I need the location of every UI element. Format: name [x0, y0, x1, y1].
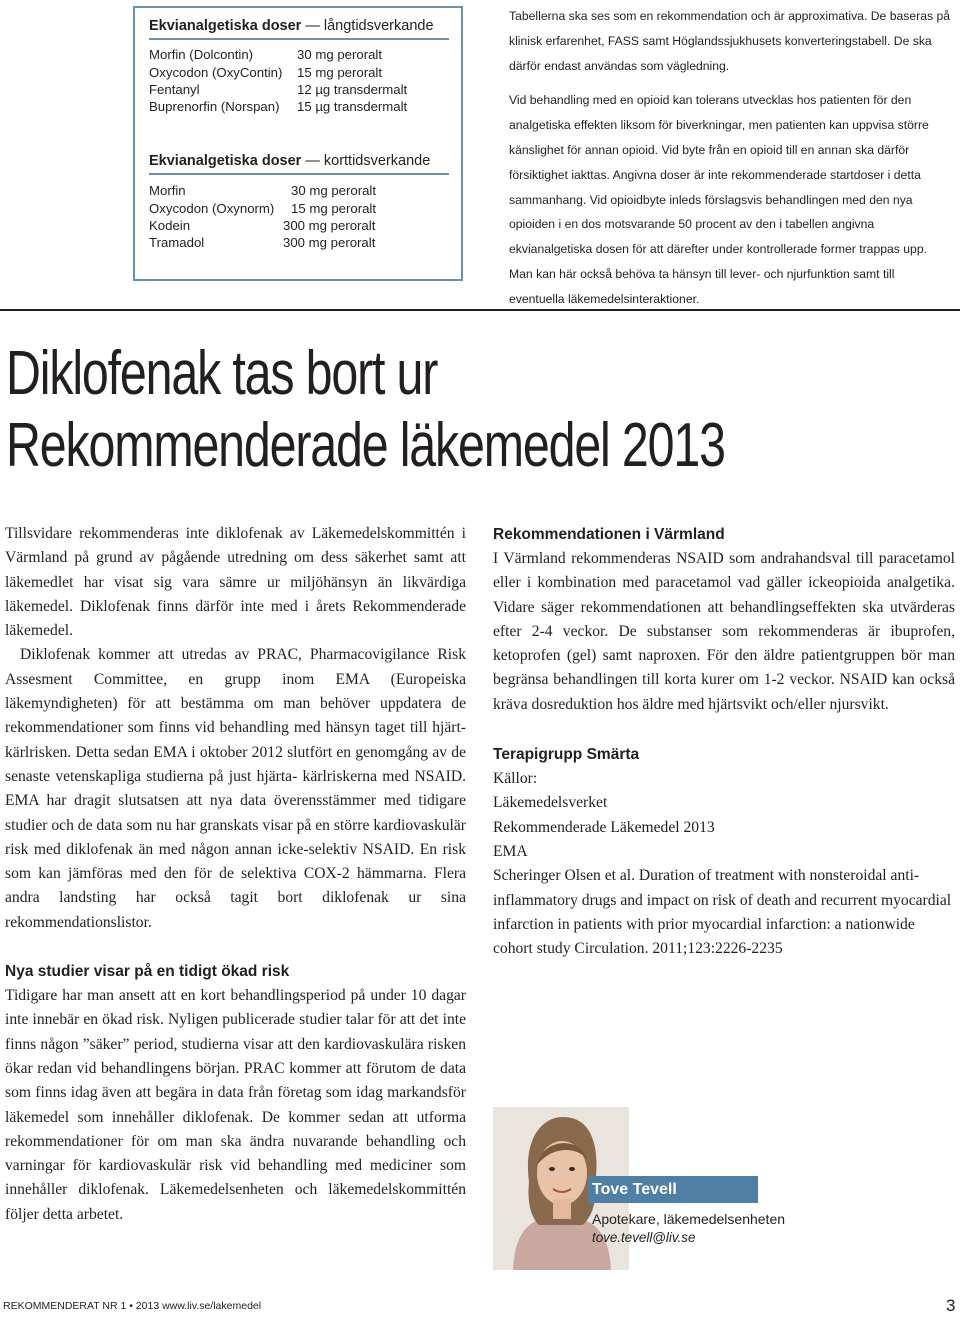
- notes-paragraph: Tabellerna ska ses som en rekommendation och är approximativa. De baseras på klinisk erfarenhet, FASS samt Höglandssjukhusets konverteringstabell. De ska därför endast användas som vägledning.: [509, 9, 951, 73]
- section-divider: [0, 309, 960, 311]
- right-column: [493, 523, 955, 961]
- author-email[interactable]: tove.tevell@liv.se: [592, 1230, 696, 1245]
- source-line: Källor:: [493, 770, 538, 788]
- page-footer: REKOMMENDERAT NR 1 • 2013 www.liv.se/lakemedel: [3, 1300, 262, 1312]
- article-headline: [6, 338, 725, 482]
- notes-paragraph: Vid behandling med en opioid kan tolerans utvecklas hos patienten för den analgetiska effekten liksom för biverkningar, men patienten kan uppvisa större känslighet för annan opioid. Vid byte från en opioid till en annan ska därför försiktighet iakttas. Angivna doser är inte rekommenderade startdoser i detta sammanhang. Vid opioidbyte inleds förslagsvis behandlingen med den nya opioiden i en dos motsvarande 50 procent av den i tabellen angivna ekvianalgetiska dosen för att därefter under kontrollerade former trappas upp. Man kan här också behöva ta hänsyn till lever- och njurfunktion samt till eventuella läkemedelsinteraktioner.: [509, 93, 929, 306]
- source-line: EMA: [493, 842, 528, 860]
- section-subheading: Rekommendationen i Värmland: [493, 526, 725, 543]
- author-role: Apotekare, läkemedelsenheten: [592, 1211, 786, 1227]
- source-line: Rekommenderade Läkemedel 2013: [493, 818, 715, 836]
- citation: Scheringer Olsen et al. Duration of treatment with nonsteroidal anti-inflammatory drugs and impact on risk of death and recurrent myocardial infarction in patients with prior myocardial infarction: a nationwide cohort study Circulation. 2011;123:2226-2235: [493, 867, 952, 958]
- equianalgesic-dose-box: Ekvianalgetiska doser — långtidsverkande Morfin (Dolcontin) 30 mg peroralt Oxycodon (OxyContin) 15 mg peroralt Fentanyl 12 µg transdermalt Buprenorfin (Norspan) 15 µg transdermalt Ekvianalgetiska doser — korttidsverkande Morfin 30 mg peroralt Oxycodon (Oxynorm) 15 mg peroralt Kodein 300 mg peroralt Tramadol 300 mg peroralt: [133, 6, 463, 281]
- headline-line: Rekommenderade läkemedel 2013: [6, 411, 725, 480]
- short-acting-title: Ekvianalgetiska doser — korttidsverkande: [149, 153, 431, 169]
- source-line: Läkemedelsverket: [493, 794, 608, 812]
- body-paragraph: I Värmland rekommenderas NSAID som andrahandsval till paracetamol eller i kombination med paracetamol vad gäller ickeopioida analgetika. Vidare säger rekommendationen att behandlingseffekten ska utvärderas efter 2-4 veckor. De substanser som rekommenderas är ibuprofen, ketoprofen (gel) samt naproxen. För den äldre patientgruppen bör man begränsa behandlingen till korta kurer om 1-2 veckor. NSAID kan också kräva dosreduktion hos äldre med hjärtsvikt och/eller njursvikt.: [493, 550, 955, 713]
- title-rule: [149, 173, 449, 175]
- headline-line: Diklofenak tas bort ur: [6, 339, 438, 408]
- long-acting-title: Ekvianalgetiska doser — långtidsverkande: [149, 18, 434, 34]
- section-subheading: Nya studier visar på en tidigt ökad risk: [5, 963, 290, 981]
- table-notes: [509, 4, 952, 312]
- author-name-bar: Tove Tevell: [588, 1176, 758, 1203]
- body-paragraph: Diklofenak kommer att utredas av PRAC, Pharmacovigilance Risk Assesment Committee, en grupp inom EMA (Europeiska läkemyndigheten) för att bestämma om man behöver uppdatera de rekommendationer som finns vid behandling med hänsyn taget till hjärt- kärlrisken. Detta sedan EMA i oktober 2012 slutfört en genomgång av de senaste vetenskapliga studierna på just hjärta- kärlriskerna med NSAID. EMA har dragit slutsatsen att nya data överensstämmer med tidigare studier och de data som nu har granskats visar på en större kardiovaskulär risk med diklofenak än med någon annan icke-selektiv NSAID. En risk som kan jämföras med den för de selektiva COX-2 hämmarna. Flera andra landsting har också tagit bort diklofenak ur sina rekommendationslistor.: [5, 646, 466, 931]
- page-number: 3: [946, 1296, 956, 1315]
- left-column: [5, 522, 466, 1227]
- section-subheading: Terapigrupp Smärta: [493, 746, 640, 764]
- body-paragraph: Tidigare har man ansett att en kort behandlingsperiod på under 10 dagar inte innebär en ökad risk. Nyligen publicerade studier talar för att det inte finns någon ”säker” period, studierna visar att den kardiovaskulära risken ökar redan vid behandlingens början. PRAC kommer att förutom de data som finns idag även att begära in data från företag som idag markandsför läkemedel som innehåller diklofenak. De kommer sedan att utforma rekommendationer för om man ska ändra nuvarande behandling och varningar för kardiovaskulär risk vid behandling med mediciner som innehåller diklofenak. Läkemedelsenheten och läkemedelskommittén följer detta arbetet.: [5, 987, 466, 1223]
- body-paragraph: Tillsvidare rekommenderas inte diklofenak av Läkemedelskommittén i Värmland på grund av pågående utredning om dess säkerhet samt att läkemedlet har visat sig vara sämre ur miljöhänsyn än likvärdiga läkemedel. Diklofenak finns därför inte med i årets Rekommenderade läkemedel.: [5, 525, 466, 640]
- title-rule: [149, 38, 449, 40]
